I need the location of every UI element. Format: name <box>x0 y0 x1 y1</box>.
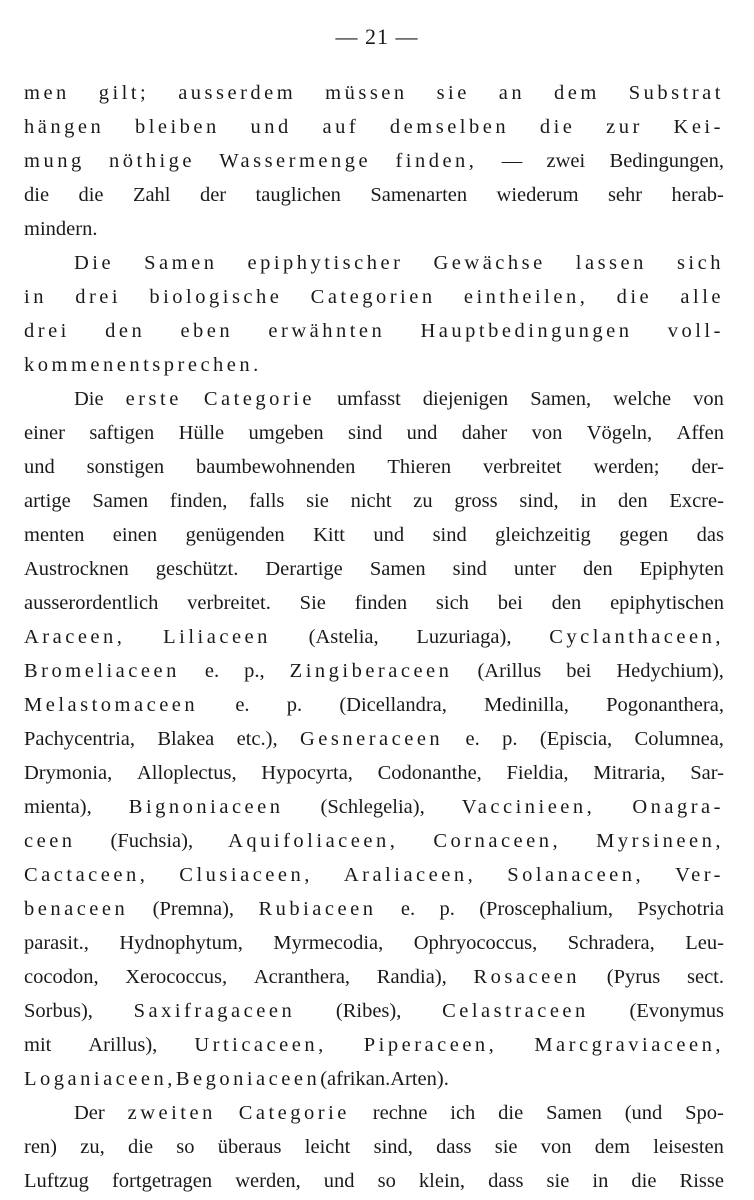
spaced-word: Cyclanthaceen, <box>549 626 724 648</box>
text-line <box>24 1062 724 1096</box>
word: der <box>199 184 227 206</box>
spaced-word: mung <box>24 150 85 172</box>
word: herab- <box>671 184 724 206</box>
word: Hülle <box>178 422 225 444</box>
word: Austrocknen <box>24 558 129 580</box>
word: einen <box>112 524 158 546</box>
word: Derartige <box>265 558 343 580</box>
spaced-word: Samen <box>144 252 218 274</box>
word: verbreitet. <box>187 592 271 614</box>
word: ich <box>450 1102 476 1124</box>
word: finden, <box>169 490 228 512</box>
word: (und <box>624 1102 663 1124</box>
spaced-word: Cornaceen, <box>433 830 562 852</box>
spaced-word: Urticaceen, <box>194 1034 327 1056</box>
word: umfasst <box>337 388 401 410</box>
word: Luzuriaga), <box>416 626 512 648</box>
word: Bedingungen, <box>609 150 724 172</box>
text-line <box>24 654 724 688</box>
text-line <box>24 212 724 246</box>
word: diejenigen <box>422 388 509 410</box>
word: e. <box>400 898 416 920</box>
word: cocodon, <box>24 966 99 988</box>
word: sind <box>452 558 487 580</box>
text-line <box>24 280 724 314</box>
word: klein, <box>418 1170 466 1192</box>
word: Medinilla, <box>484 694 569 716</box>
word: dass <box>488 1170 524 1192</box>
text-line <box>24 144 724 178</box>
spaced-word: Solanaceen, <box>507 864 645 886</box>
spaced-word: Ver- <box>675 864 724 886</box>
spaced-word: Rubiaceen <box>258 898 377 920</box>
word: (afrikan. <box>320 1068 391 1090</box>
text-line <box>24 110 724 144</box>
word: verbreitet <box>482 456 562 478</box>
text-line <box>24 688 724 722</box>
word: fortgetragen <box>111 1170 213 1192</box>
spaced-word: Rosaceen <box>473 966 581 988</box>
word: wiederum <box>496 184 579 206</box>
spaced-word: Saxifragaceen <box>133 1000 296 1022</box>
word: Randia), <box>376 966 447 988</box>
word: (Proscephalium, <box>479 898 614 920</box>
word: Pogonanthera, <box>606 694 724 716</box>
word: mienta), <box>24 796 92 818</box>
spaced-word: Araceen, <box>24 626 126 648</box>
word: unter <box>513 558 556 580</box>
word: Samenarten <box>370 184 468 206</box>
word: mindern. <box>24 218 98 240</box>
word: Epiphyten <box>639 558 724 580</box>
word: den <box>618 490 648 512</box>
word: (Episcia, <box>539 728 613 750</box>
word: überaus <box>217 1136 282 1158</box>
word: leisesten <box>653 1136 724 1158</box>
spaced-word: epiphytischer <box>247 252 404 274</box>
word: Hypocyrta, <box>261 762 353 784</box>
word: gegen <box>619 524 669 546</box>
word: Die <box>74 388 104 410</box>
spaced-word: demselben <box>389 116 510 138</box>
word: (Arillus <box>477 660 542 682</box>
word: umgeben <box>248 422 324 444</box>
word: mit <box>24 1034 52 1056</box>
spaced-word: benaceen <box>24 898 129 920</box>
text-line <box>24 790 724 824</box>
word: Risse <box>679 1170 724 1192</box>
word: menten <box>24 524 85 546</box>
word: Luftzug <box>24 1170 89 1192</box>
word: Sie <box>299 592 326 614</box>
text-line <box>24 348 724 382</box>
spaced-word: Categorien <box>310 286 436 308</box>
spaced-word: kommen <box>24 354 117 376</box>
word: baumbewohnenden <box>196 456 356 478</box>
word: e. <box>204 660 220 682</box>
word: das <box>696 524 724 546</box>
spaced-word: Kei- <box>673 116 724 138</box>
spaced-word: Araliaceen, <box>343 864 477 886</box>
word: (Fuchsia), <box>110 830 194 852</box>
word: sind <box>432 524 467 546</box>
word: Hedychium), <box>616 660 724 682</box>
page-number: — 21 — <box>335 24 419 49</box>
spaced-word: Cactaceen, <box>24 864 149 886</box>
spaced-word: den <box>105 320 146 342</box>
word: den <box>551 592 582 614</box>
word: und <box>406 422 438 444</box>
spaced-word: Onagra- <box>632 796 724 818</box>
text-line <box>24 858 724 892</box>
word: werden, <box>235 1170 301 1192</box>
spaced-word: und <box>250 116 292 138</box>
text-line <box>24 926 724 960</box>
spaced-word: Substrat <box>628 82 724 104</box>
word: sind <box>348 422 383 444</box>
text-line <box>24 314 724 348</box>
word: Psychotria <box>637 898 724 920</box>
spaced-word: finden, <box>395 150 478 172</box>
word: dem <box>594 1136 631 1158</box>
text-line <box>24 76 724 110</box>
text-line <box>24 552 724 586</box>
word: parasit., <box>24 932 89 954</box>
word: (Ribes), <box>335 1000 402 1022</box>
spaced-word: sie <box>436 82 470 104</box>
text-line <box>24 620 724 654</box>
word: sich <box>435 592 469 614</box>
word: saftigen <box>89 422 155 444</box>
word: Schradera, <box>567 932 655 954</box>
word: Samen <box>369 558 426 580</box>
spaced-word: Marcgraviaceen, <box>534 1034 724 1056</box>
word: Arten). <box>390 1068 449 1090</box>
spaced-word: müssen <box>325 82 408 104</box>
spaced-word: drei <box>24 320 70 342</box>
word: sind, <box>373 1136 413 1158</box>
spaced-word: erwähnten <box>268 320 386 342</box>
word: Fieldia, <box>506 762 569 784</box>
spaced-word: die <box>616 286 653 308</box>
word: die <box>128 1136 154 1158</box>
word: Samen, <box>530 388 592 410</box>
word: daher <box>461 422 508 444</box>
spaced-word: auf <box>322 116 360 138</box>
word: (Evonymus <box>629 1000 724 1022</box>
word: die <box>78 184 104 206</box>
word: von <box>540 1136 572 1158</box>
word: zu, <box>80 1136 105 1158</box>
word: p., <box>244 660 265 682</box>
word: Vögeln, <box>586 422 653 444</box>
word: und <box>24 456 55 478</box>
spaced-word: dem <box>554 82 600 104</box>
text-line <box>24 756 724 790</box>
word: Kitt <box>313 524 345 546</box>
spaced-word: ceen <box>24 830 76 852</box>
word: Zahl <box>132 184 171 206</box>
word: sind, <box>519 490 559 512</box>
word: artige <box>24 490 71 512</box>
spaced-word: Loganiaceen, <box>24 1068 176 1090</box>
text-line <box>24 450 724 484</box>
spaced-word: erste <box>125 388 182 410</box>
word: in <box>592 1170 609 1192</box>
spaced-word: Wassermenge <box>219 150 372 172</box>
word: (Astelia, <box>308 626 379 648</box>
word: sonstigen <box>86 456 165 478</box>
spaced-word: alle <box>680 286 724 308</box>
spaced-word: an <box>498 82 526 104</box>
word: zu <box>413 490 433 512</box>
text-line <box>24 960 724 994</box>
word: epiphytischen <box>610 592 724 614</box>
spaced-word: nöthige <box>109 150 195 172</box>
spaced-word: Aquifoliaceen, <box>228 830 399 852</box>
spaced-word: Liliaceen <box>163 626 271 648</box>
spaced-word: zur <box>606 116 643 138</box>
text-line <box>24 178 724 212</box>
word: gross <box>454 490 498 512</box>
spaced-word: Clusiaceen, <box>179 864 313 886</box>
word: ren) <box>24 1136 58 1158</box>
word: (Schlegelia), <box>320 796 425 818</box>
word: einer <box>24 422 65 444</box>
spaced-word: Bromeliaceen <box>24 660 180 682</box>
word: so <box>176 1136 195 1158</box>
word: Myrmecodia, <box>273 932 384 954</box>
spaced-word: hängen <box>24 116 105 138</box>
word: Der <box>74 1102 105 1124</box>
word: Codonanthe, <box>377 762 482 784</box>
word: Arillus), <box>88 1034 158 1056</box>
word: sehr <box>607 184 643 206</box>
word: den <box>583 558 613 580</box>
word: Acranthera, <box>253 966 351 988</box>
spaced-word: men <box>24 82 70 104</box>
word: dass <box>436 1136 472 1158</box>
word: welche <box>613 388 672 410</box>
word: bei <box>497 592 523 614</box>
text-line <box>24 824 724 858</box>
word: (Premna), <box>152 898 235 920</box>
word: die <box>498 1102 524 1124</box>
spaced-word: bleiben <box>134 116 220 138</box>
text-line <box>24 892 724 926</box>
word: der- <box>691 456 724 478</box>
word: Mitraria, <box>593 762 666 784</box>
word: zwei <box>546 150 586 172</box>
word: (Pyrus <box>606 966 661 988</box>
word: Xerococcus, <box>125 966 228 988</box>
word: Ophryococcus, <box>413 932 538 954</box>
spaced-word: Bignoniaceen <box>128 796 284 818</box>
word: gleichzeitig <box>495 524 591 546</box>
word: so <box>377 1170 396 1192</box>
spaced-word: Categorie <box>203 388 316 410</box>
spaced-word: biologische <box>149 286 283 308</box>
word: Excre- <box>669 490 724 512</box>
text-line <box>24 518 724 552</box>
word: etc.), <box>236 728 278 750</box>
spaced-word: in <box>24 286 47 308</box>
word: die <box>631 1170 657 1192</box>
spaced-word: drei <box>75 286 122 308</box>
spaced-word: Gewächse <box>433 252 546 274</box>
text-line <box>24 484 724 518</box>
spaced-word: voll- <box>667 320 724 342</box>
word: e. <box>235 694 250 716</box>
word: Samen <box>92 490 149 512</box>
text-line <box>24 382 724 416</box>
word: Thieren <box>387 456 452 478</box>
word: ausserordentlich <box>24 592 159 614</box>
word: e. <box>465 728 480 750</box>
word: leicht <box>304 1136 351 1158</box>
word: Affen <box>676 422 724 444</box>
spaced-word: Melastomaceen <box>24 694 199 716</box>
text-line <box>24 416 724 450</box>
word: (Dicellandra, <box>339 694 447 716</box>
word: p. <box>439 898 455 920</box>
spaced-word: Gesneraceen <box>299 728 444 750</box>
text-body <box>24 76 724 1198</box>
spaced-word: eintheilen, <box>463 286 589 308</box>
word: Hydnophytum, <box>119 932 243 954</box>
word: von <box>531 422 563 444</box>
word: und <box>323 1170 355 1192</box>
spaced-word: Myrsineen, <box>596 830 724 852</box>
word: Alloplectus, <box>136 762 237 784</box>
word: von <box>693 388 724 410</box>
word: sie <box>546 1170 570 1192</box>
word: genügenden <box>185 524 285 546</box>
word: Drymonia, <box>24 762 113 784</box>
word: Sar- <box>690 762 724 784</box>
text-line <box>24 586 724 620</box>
word: Samen <box>546 1102 602 1124</box>
word: nicht <box>350 490 392 512</box>
spaced-word: entsprechen. <box>116 354 262 376</box>
word: p. <box>286 694 303 716</box>
text-line <box>24 722 724 756</box>
word: in <box>580 490 597 512</box>
word: falls <box>249 490 285 512</box>
spaced-word: Categorie <box>238 1102 350 1124</box>
word: sect. <box>687 966 724 988</box>
word: finden <box>354 592 408 614</box>
word: und <box>373 524 405 546</box>
word: p. <box>502 728 518 750</box>
spaced-word: zweiten <box>127 1102 216 1124</box>
spaced-word: die <box>539 116 576 138</box>
spaced-word: ausserdem <box>178 82 297 104</box>
spaced-word: Vaccinieen, <box>461 796 596 818</box>
word: werden; <box>593 456 660 478</box>
text-line <box>24 1164 724 1198</box>
word: rechne <box>372 1102 428 1124</box>
word: Pachycentria, <box>24 728 135 750</box>
spaced-word: Celastraceen <box>442 1000 589 1022</box>
word: Spo- <box>685 1102 724 1124</box>
word: — <box>501 150 523 172</box>
spaced-word: Piperaceen, <box>363 1034 498 1056</box>
text-line <box>24 246 724 280</box>
spaced-word: Die <box>74 252 115 274</box>
word: geschützt. <box>155 558 239 580</box>
word: tauglichen <box>255 184 341 206</box>
spaced-word: sich <box>676 252 724 274</box>
word: sie <box>494 1136 518 1158</box>
text-line <box>24 1028 724 1062</box>
word: bei <box>566 660 592 682</box>
spaced-word: lassen <box>575 252 647 274</box>
word: Blakea <box>157 728 215 750</box>
word: Leu- <box>685 932 724 954</box>
word: sie <box>306 490 329 512</box>
spaced-word: Zingiberaceen <box>289 660 453 682</box>
text-line <box>24 1130 724 1164</box>
text-line <box>24 1096 724 1130</box>
spaced-word: eben <box>180 320 234 342</box>
word: die <box>24 184 50 206</box>
spaced-word: Begoniaceen <box>175 1068 321 1090</box>
word: Sorbus), <box>24 1000 93 1022</box>
spaced-word: gilt; <box>98 82 150 104</box>
text-line <box>24 994 724 1028</box>
spaced-word: Hauptbedingungen <box>420 320 633 342</box>
word: Columnea, <box>634 728 724 750</box>
